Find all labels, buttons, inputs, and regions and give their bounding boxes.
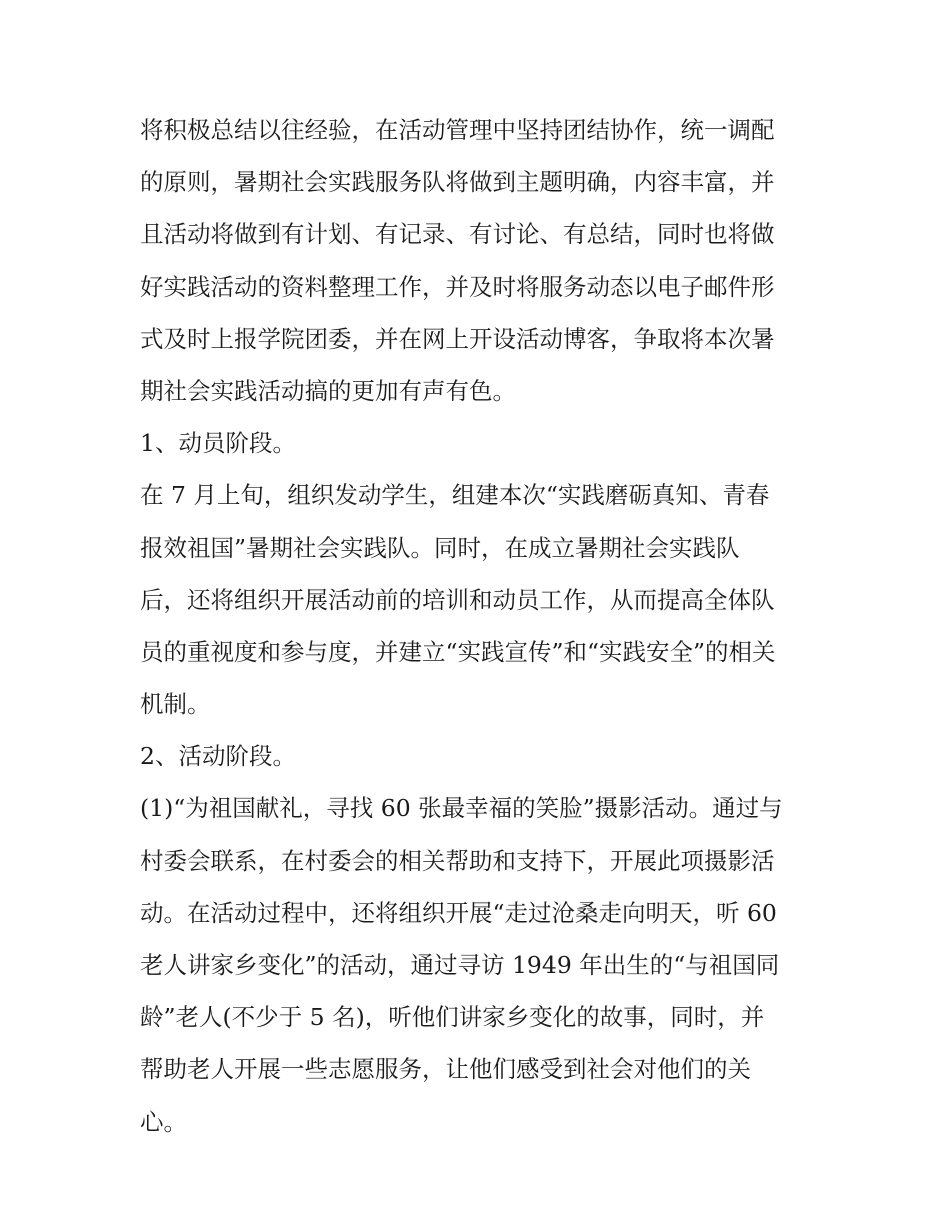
paragraph-line: 式及时上报学院团委，并在网上开设活动博客，争取将本次暑 bbox=[140, 324, 775, 353]
paragraph-line: 机制。 bbox=[140, 690, 211, 719]
paragraph-line: 村委会联系，在村委会的相关帮助和支持下，开展此项摄影活 bbox=[140, 846, 775, 875]
paragraph-line: 动。在活动过程中，还将组织开展“走过沧桑走向明天，听 60 bbox=[140, 898, 777, 927]
paragraph-line: 在 7 月上旬，组织发动学生，组建本次“实践磨砺真知、青春 bbox=[140, 481, 770, 510]
paragraph-line: 且活动将做到有计划、有记录、有讨论、有总结，同时也将做 bbox=[140, 220, 775, 249]
section-heading: 2、活动阶段。 bbox=[140, 742, 296, 771]
paragraph-line: 员的重视度和参与度，并建立“实践宣传”和“实践安全”的相关 bbox=[140, 637, 776, 666]
paragraph-line: 报效祖国”暑期社会实践队。同时，在成立暑期社会实践队 bbox=[140, 533, 740, 562]
paragraph-line: 的原则，暑期社会实践服务队将做到主题明确，内容丰富，并 bbox=[140, 168, 775, 197]
paragraph-line: 将积极总结以往经验，在活动管理中坚持团结协作，统一调配 bbox=[140, 116, 775, 144]
paragraph-line: 后，还将组织开展活动前的培训和动员工作，从而提高全体队 bbox=[140, 585, 775, 614]
paragraph-line: 帮助老人开展一些志愿服务，让他们感受到社会对他们的关 bbox=[140, 1055, 751, 1084]
paragraph-line: 老人讲家乡变化”的活动，通过寻访 1949 年出生的“与祖国同 bbox=[140, 951, 780, 979]
paragraph-line: 好实践活动的资料整理工作，并及时将服务动态以电子邮件形 bbox=[140, 272, 775, 301]
document-body bbox=[140, 104, 820, 1148]
paragraph-line: 期社会实践活动搞的更加有声有色。 bbox=[140, 376, 516, 405]
paragraph-line: (1)“为祖国献礼，寻找 60 张最幸福的笑脸”摄影活动。通过与 bbox=[140, 794, 783, 823]
paragraph-line: 龄”老人(不少于 5 名)，听他们讲家乡变化的故事，同时，并 bbox=[140, 1003, 765, 1032]
section-heading: 1、动员阶段。 bbox=[140, 429, 296, 458]
paragraph-line: 心。 bbox=[140, 1107, 187, 1136]
